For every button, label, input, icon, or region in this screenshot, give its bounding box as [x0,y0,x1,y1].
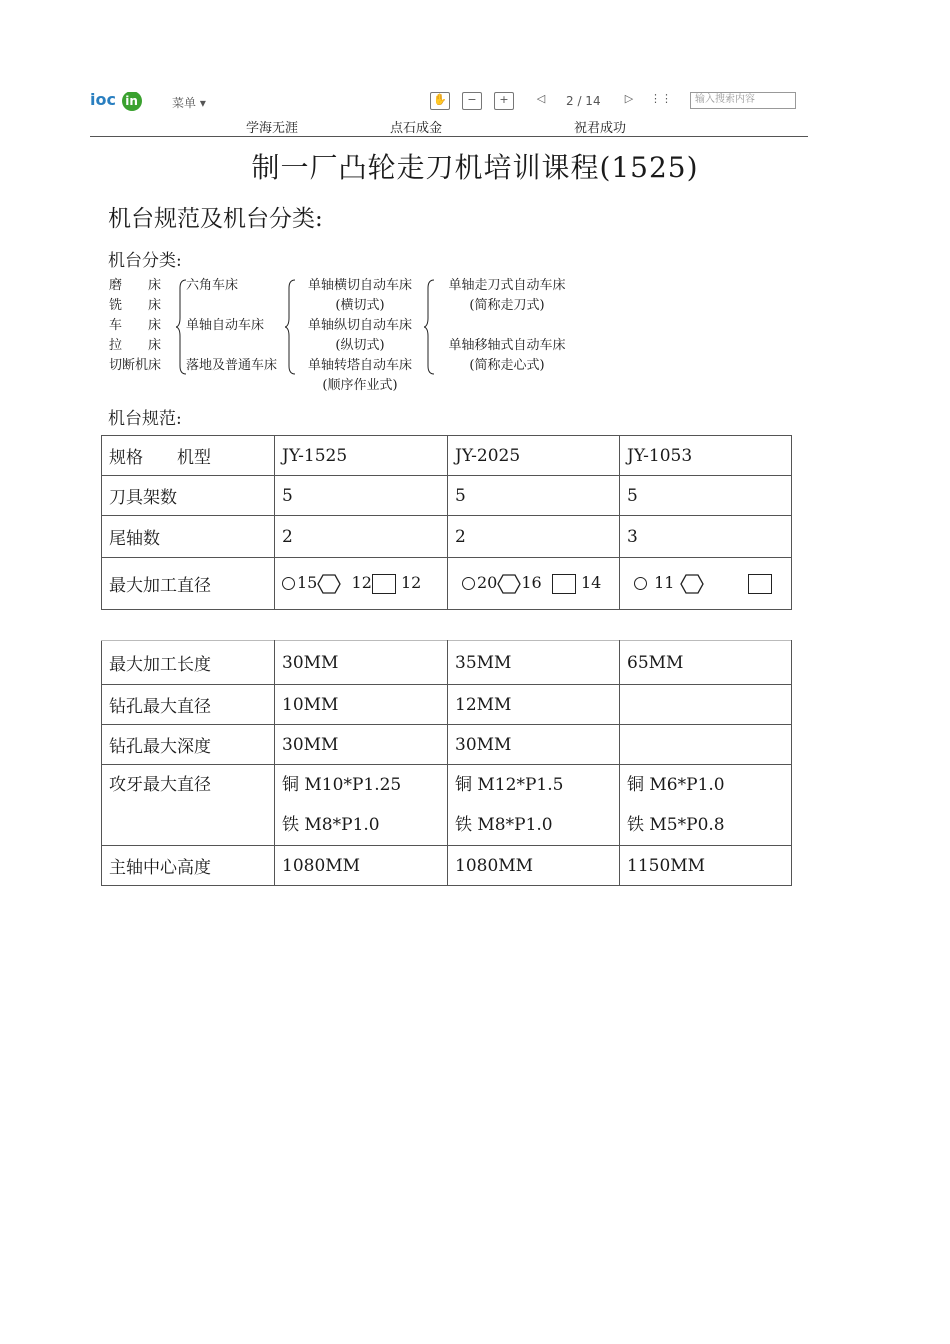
table-cell: 1080MM [448,846,620,886]
table-row [102,436,792,476]
table-cell [620,685,792,725]
table-cell: 5 [275,476,448,516]
header-right: 祝君成功 [574,121,627,136]
pan-tool-icon[interactable]: ✋ [430,92,450,110]
diameter-value: 12 [351,573,372,593]
spec-table-2 [101,640,792,886]
viewer-toolbar [90,92,820,112]
doc-logo[interactable] [90,92,142,111]
circle-icon [282,577,295,590]
table-cell [448,765,620,846]
diameter-value: 20 [477,573,498,593]
table-cell: 30MM [275,641,448,685]
header-left: 学海无涯 [246,121,299,136]
square-icon [552,574,576,594]
table-cell: 65MM [620,641,792,685]
spec-heading: 机台规范: [108,409,182,429]
longitudinal-types [437,276,577,376]
lathe-item: 落地及普通车床 [186,358,278,373]
zoom-out-icon[interactable]: − [462,92,482,110]
table-cell: 30MM [448,725,620,765]
table-cell: 10MM [275,685,448,725]
table-cell: 钻孔最大深度 [102,725,275,765]
auto-lathe-item: 单轴纵切自动车床 [307,318,412,333]
table-cell: 刀具架数 [102,476,275,516]
square-icon [372,574,396,594]
table-cell [620,765,792,846]
table-row [102,765,792,846]
diameter-cell [448,558,620,610]
table-cell [102,765,275,846]
page-indicator[interactable]: 2 / 14 [566,94,601,108]
type-item: 切断机床 [109,358,162,373]
menu-button[interactable]: 菜单 ▾ [172,96,206,110]
circle-icon [462,577,475,590]
table-cell: 1080MM [275,846,448,886]
type-item: 车 床 [109,318,162,333]
logo-badge: in [122,92,142,111]
hexagon-icon [317,574,341,594]
hexagon-icon [497,574,521,594]
logo-text: ioc [90,92,116,109]
long-item: 单轴移轴式自动车床 [448,338,566,353]
table-cell: 3 [620,516,792,558]
cell-text: 铁 M5*P0.8 [627,815,725,835]
diameter-value: 14 [580,573,602,593]
table-cell: 12MM [448,685,620,725]
square-icon [748,574,772,594]
long-note: (简称走心式) [469,358,545,373]
table-row [102,558,792,610]
type-item: 铣 床 [109,298,162,313]
running-header [90,116,808,137]
type-item: 拉 床 [109,338,162,353]
table-cell: 5 [620,476,792,516]
table-cell: 主轴中心高度 [102,846,275,886]
auto-lathe-item: 单轴转塔自动车床 [307,358,412,373]
zoom-in-icon[interactable]: + [494,92,514,110]
table-row [102,685,792,725]
lathe-types [186,276,277,376]
cell-text: 铁 M8*P1.0 [282,815,380,835]
cell-text: 铜 M10*P1.25 [282,775,402,795]
table-cell: 35MM [448,641,620,685]
cell-text: 铜 M12*P1.5 [455,775,564,795]
brace-3 [424,278,436,376]
cell-text: 铜 M6*P1.0 [627,775,725,795]
table-cell: 钻孔最大直径 [102,685,275,725]
table-cell: JY-1525 [275,436,448,476]
long-item: 单轴走刀式自动车床 [448,278,566,293]
auto-lathe-types [298,276,422,396]
auto-lathe-item: 单轴横切自动车床 [307,278,412,293]
hexagon-icon [680,574,704,594]
next-page-icon[interactable]: ▷ [624,92,634,105]
table-cell: 2 [275,516,448,558]
diameter-value: 11 [654,573,675,593]
table-row [102,516,792,558]
cell-text: 攻牙最大直径 [109,775,211,795]
auto-lathe-note: (顺序作业式) [322,378,398,393]
page-title: 制一厂凸轮走刀机培训课程(1525) [251,151,699,184]
auto-lathe-note: (纵切式) [335,338,385,353]
table-cell: 1150MM [620,846,792,886]
cell-text: 铁 M8*P1.0 [455,815,553,835]
grid-view-icon[interactable]: ⋮⋮ [650,92,672,105]
machine-types [109,276,161,376]
diameter-value: 16 [521,573,542,593]
table-cell: 最大加工直径 [102,558,275,610]
brace-2 [285,278,297,376]
lathe-item: 六角车床 [186,278,239,293]
circle-icon [634,577,647,590]
diameter-value: 12 [400,573,422,593]
table-cell: 规格 机型 [102,436,275,476]
auto-lathe-note: (横切式) [335,298,385,313]
table-cell [620,725,792,765]
table-cell: JY-1053 [620,436,792,476]
section-heading: 机台规范及机台分类: [108,206,323,232]
type-item: 磨 床 [109,278,162,293]
table-cell: JY-2025 [448,436,620,476]
diameter-cell [620,558,792,610]
table-cell: 最大加工长度 [102,641,275,685]
table-row [102,476,792,516]
spec-table-1 [101,435,792,610]
table-row [102,641,792,685]
search-input[interactable]: 输入搜索内容 [690,92,796,109]
classification-heading: 机台分类: [108,251,182,271]
lathe-item: 单轴自动车床 [186,318,265,333]
table-cell: 2 [448,516,620,558]
table-cell: 5 [448,476,620,516]
table-cell [275,765,448,846]
prev-page-icon[interactable]: ◁ [536,92,546,105]
table-row [102,846,792,886]
table-cell: 尾轴数 [102,516,275,558]
diameter-cell [275,558,448,610]
diameter-value: 15 [297,573,318,593]
header-middle: 点石成金 [390,121,443,136]
table-row [102,725,792,765]
long-note: (简称走刀式) [469,298,545,313]
table-cell: 30MM [275,725,448,765]
